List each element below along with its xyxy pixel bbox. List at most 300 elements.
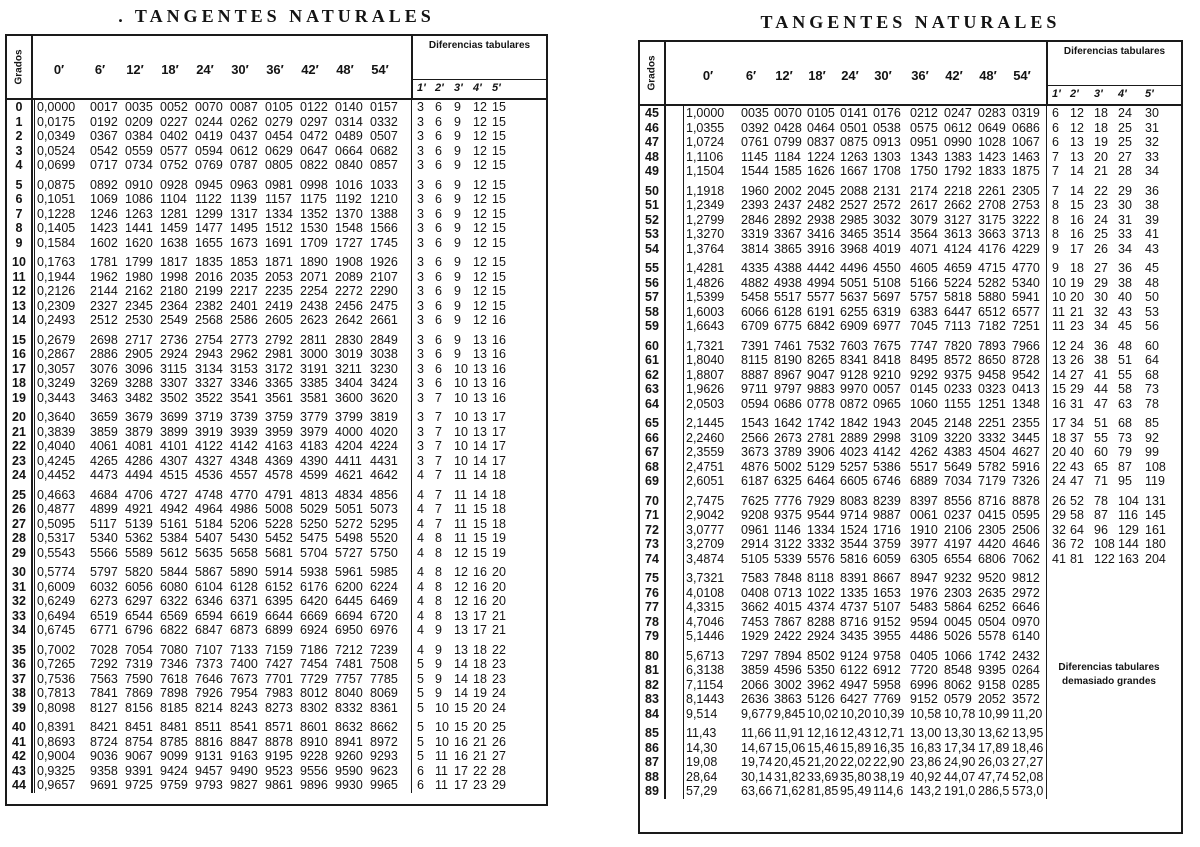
table-row	[7, 502, 546, 517]
diff-value: 3	[417, 453, 424, 468]
tangent-value: 8332	[335, 700, 363, 715]
tangent-value: 0314	[335, 114, 363, 129]
tangent-value: 1708	[873, 164, 901, 178]
diff-value: 33	[1145, 149, 1159, 164]
diff-value: 11	[435, 778, 448, 792]
tangent-value: 3699	[160, 410, 188, 424]
tangent-value: 0647	[300, 143, 328, 158]
tangent-value: 1792	[944, 164, 972, 178]
tangent-value: 5126	[807, 692, 835, 706]
diff-value: 12	[454, 579, 468, 594]
tangent-value: 9797	[774, 382, 802, 396]
tangent-value: 3220	[944, 430, 972, 445]
tangent-value: 2305	[978, 522, 1006, 537]
tangent-value: 7675	[873, 338, 901, 353]
tangent-value: 9,845	[774, 706, 806, 721]
diff-value: 3	[417, 284, 424, 298]
table-row	[7, 594, 546, 609]
tangent-value: 1210	[370, 192, 398, 206]
table-row	[7, 439, 546, 454]
diff-value: 41	[1052, 551, 1066, 566]
tangent-value: 1709	[300, 235, 328, 250]
diff-value: 72	[1070, 537, 1084, 551]
diff-value: 73	[1118, 430, 1132, 445]
degree-cell: 67	[645, 445, 659, 459]
diff-value: 17	[454, 778, 468, 792]
tangent-value: 3879	[125, 424, 153, 439]
tangent-value: 4550	[873, 261, 901, 275]
degree-cell: 8	[15, 221, 23, 235]
tangent-value: 191,0	[944, 784, 976, 798]
tangent-value: 8601	[300, 720, 328, 734]
tangent-value: 1655	[195, 235, 223, 250]
tangent-value: 4770	[230, 487, 258, 502]
diff-value: 43	[1118, 304, 1132, 319]
tangent-value: 5206	[230, 516, 258, 531]
diff-value: 15	[492, 221, 506, 235]
diff-value: 16	[492, 313, 506, 327]
tangent-value: 8724	[90, 734, 118, 749]
tangent-value: 15,46	[807, 740, 839, 755]
tangent-value: 8185	[160, 700, 188, 715]
tangent-value: 5224	[944, 275, 972, 290]
diff-value: 16	[473, 594, 487, 608]
tangent-value: 3572	[1012, 692, 1040, 706]
minute-header: 24′	[196, 62, 214, 77]
table-row	[7, 565, 546, 580]
degree-cell: 59	[645, 319, 659, 333]
table-row	[640, 397, 1181, 412]
tangent-value: 5458	[741, 290, 769, 304]
diff-value: 16	[1070, 227, 1084, 241]
table-header	[640, 42, 1181, 106]
tangent-value: 2661	[370, 313, 398, 327]
tangent-value: 5117	[90, 516, 117, 531]
tangent-value: 8967	[774, 367, 802, 382]
tangent-value: 2432	[1012, 648, 1040, 663]
diff-value: 10	[435, 734, 449, 749]
diff-value: 31	[1145, 120, 1159, 135]
tangent-value: 1146	[774, 522, 801, 537]
tangent-value: 7729	[300, 671, 328, 686]
tangent-value: 1620	[125, 235, 153, 250]
tangent-value: 12,43	[840, 726, 872, 740]
tangent-value: 3385	[300, 376, 328, 390]
table-row	[7, 313, 546, 328]
diff-value: 17	[473, 623, 487, 637]
grados-header	[640, 42, 666, 104]
tangent-value: 1184	[774, 149, 801, 164]
tangent-base-value: 1,3764	[686, 241, 725, 256]
tangent-value: 7532	[807, 338, 835, 353]
tangent-value: 4706	[125, 487, 153, 502]
diff-value: 13	[1070, 149, 1084, 164]
diff-value: 6	[435, 192, 442, 206]
tangent-value: 1263	[125, 206, 153, 221]
tangent-value: 4942	[160, 502, 188, 516]
tangent-value: 1642	[774, 416, 802, 430]
tangent-value: 0805	[265, 158, 293, 172]
tangent-value: 1263	[840, 149, 868, 164]
table-row	[7, 347, 546, 362]
diff-value: 12	[473, 158, 487, 172]
diff-value: 9	[454, 347, 461, 361]
tangent-value: 1543	[741, 416, 769, 430]
tangent-base-value: 1,5399	[686, 290, 725, 304]
tangent-value: 6140	[1012, 629, 1040, 643]
tangent-value: 6255	[840, 304, 868, 319]
tangent-base-value: 0,6249	[37, 594, 76, 608]
diff-value: 81	[1070, 551, 1084, 566]
diff-minute-header: 3′	[1094, 88, 1103, 100]
table-row	[640, 629, 1181, 644]
diff-value: 15	[473, 516, 487, 531]
table-row	[7, 735, 546, 750]
tangent-value: 5938	[300, 565, 328, 579]
tangent-base-value: 0,4877	[37, 502, 76, 516]
diff-value: 163	[1118, 551, 1139, 566]
tangent-value: 5430	[230, 531, 258, 545]
tangent-value: 1742	[978, 648, 1006, 663]
degree-cell: 82	[645, 677, 659, 692]
tangent-value: 33,69	[807, 769, 839, 784]
diff-value: 11	[1052, 319, 1065, 333]
degree-cell: 14	[12, 313, 26, 327]
degree-cell: 68	[645, 459, 659, 474]
diff-value: 13	[454, 623, 468, 637]
tangent-value: 21,20	[807, 755, 839, 769]
tangent-value: 4834	[335, 487, 363, 502]
tangent-value: 0227	[160, 114, 188, 129]
tangent-value: 5228	[265, 516, 293, 531]
tangent-value: 5941	[1012, 290, 1040, 304]
tangent-value: 7646	[195, 671, 223, 686]
tangent-value: 1069	[90, 192, 118, 206]
tangent-value: 7159	[265, 642, 293, 657]
tangent-base-value: 3,0777	[686, 522, 725, 537]
tangent-value: 3332	[978, 430, 1006, 445]
diff-value: 20	[473, 700, 487, 715]
tangent-value: 6720	[370, 608, 398, 623]
degree-cell: 27	[12, 516, 26, 531]
diff-value: 16	[492, 332, 506, 347]
diff-value: 8	[1052, 227, 1059, 241]
diff-value: 38	[1094, 353, 1108, 367]
diff-value: 20	[492, 579, 506, 594]
tangent-base-value: 0,6745	[37, 623, 76, 637]
diff-value: 24	[1118, 106, 1132, 120]
degree-cell: 4	[15, 158, 23, 172]
tangent-value: 5890	[230, 565, 258, 579]
tangent-value: 6977	[873, 319, 901, 333]
row-group	[640, 571, 1181, 644]
diff-value: 12	[473, 143, 487, 158]
diff-value: 30	[1118, 198, 1132, 212]
tangent-value: 0264	[1012, 663, 1040, 677]
tangent-value: 7926	[195, 686, 223, 700]
diff-value: 31	[1070, 396, 1084, 411]
diff-value: 19	[1094, 135, 1108, 149]
tangent-value: 3327	[195, 376, 223, 390]
tangent-value: 3332	[807, 537, 835, 551]
diff-value: 13	[473, 376, 487, 390]
diff-value: 9	[454, 192, 461, 206]
degree-cell: 42	[12, 749, 26, 763]
tangent-value: 0686	[774, 396, 802, 411]
tangent-value: 1799	[125, 255, 153, 269]
tangent-value: 40,92	[910, 769, 942, 784]
tangent-value: 4348	[230, 453, 258, 468]
tangent-value: 1246	[90, 206, 118, 221]
tangent-value: 3269	[90, 376, 118, 390]
tangent-value: 4646	[1012, 537, 1040, 551]
degree-cell: 2	[15, 129, 23, 143]
degree-cell: 78	[645, 614, 659, 629]
tangent-base-value: 9,514	[686, 706, 718, 721]
diff-value: 11	[454, 487, 467, 502]
tangent-value: 2892	[774, 212, 802, 227]
tangent-value: 0538	[873, 120, 901, 135]
tangent-value: 3211	[335, 361, 362, 376]
tangent-value: 8887	[741, 367, 769, 382]
degree-cell: 25	[12, 487, 26, 502]
tangent-value: 6066	[741, 304, 769, 319]
diff-value: 15	[473, 545, 487, 560]
diff-value: 48	[1118, 338, 1132, 353]
tangent-value: 44,07	[944, 769, 976, 784]
table-row	[7, 425, 546, 440]
tangent-value: 3916	[807, 241, 835, 256]
degree-cell: 55	[645, 261, 659, 275]
diff-value: 10	[1052, 290, 1066, 304]
tangent-base-value: 1,9626	[686, 382, 725, 396]
tangent-value: 4791	[265, 487, 293, 502]
diff-value: 6	[435, 298, 442, 313]
tangent-value: 3819	[370, 410, 398, 424]
tangent-value: 1976	[910, 585, 938, 600]
tangent-value: 9758	[873, 648, 901, 663]
diff-value: 63	[1118, 396, 1132, 411]
diff-value: 5	[417, 671, 424, 686]
degree-cell: 33	[12, 608, 26, 623]
diff-value: 9	[454, 269, 461, 284]
tangent-value: 1224	[807, 149, 835, 164]
tangent-base-value: 1,2799	[686, 212, 725, 227]
tangent-value: 2635	[978, 585, 1006, 600]
degree-cell: 1	[15, 114, 23, 129]
tangent-value: 8190	[774, 353, 802, 367]
tangent-value: 8716	[840, 614, 868, 629]
tangent-value: 7757	[335, 671, 363, 686]
tangent-value: 81,85	[807, 784, 839, 798]
tangent-value: 9883	[807, 382, 835, 396]
tangent-value: 8481	[160, 720, 188, 734]
degree-cell: 73	[645, 537, 659, 551]
tangent-value: 2482	[807, 198, 835, 212]
tangent-value: 5161	[160, 516, 188, 531]
tangent-value: 0319	[1012, 106, 1040, 120]
degree-cell: 56	[645, 275, 659, 290]
tangent-value: 5649	[944, 459, 972, 474]
tangent-value: 3713	[1012, 227, 1040, 241]
tangent-base-value: 57,29	[686, 784, 718, 798]
diff-value: 21	[473, 734, 487, 749]
tangent-value: 2708	[978, 198, 1006, 212]
diff-value: 7	[435, 468, 442, 482]
diff-value: 23	[492, 671, 506, 686]
tangent-value: 6669	[300, 608, 328, 623]
tangent-value: 6224	[370, 579, 398, 594]
tangent-value: 1157	[265, 192, 292, 206]
tangent-value: 0192	[90, 114, 118, 129]
tangent-value: 3502	[160, 390, 188, 405]
tangent-value: 8548	[944, 663, 972, 677]
degree-cell: 49	[645, 164, 659, 178]
diff-value: 45	[1118, 319, 1132, 333]
tangent-value: 0419	[195, 129, 223, 143]
tangent-value: 1727	[335, 235, 363, 250]
diff-value: 12	[473, 313, 487, 327]
row-group	[640, 106, 1181, 179]
tangent-value: 1251	[978, 396, 1006, 411]
tangent-value: 7212	[335, 642, 363, 657]
tangent-value: 2217	[230, 284, 258, 298]
tangent-base-value: 0,1584	[37, 235, 76, 250]
diff-value: 3	[417, 177, 424, 192]
diff-value: 78	[1094, 493, 1108, 508]
tangent-value: 7292	[90, 657, 118, 671]
tangent-value: 3019	[335, 347, 363, 361]
tangent-value: 4383	[944, 445, 972, 459]
tangent-value: 4335	[741, 261, 769, 275]
table-row	[640, 445, 1181, 460]
diff-minute-header: 2′	[1070, 88, 1079, 100]
tangent-value: 8421	[90, 720, 118, 734]
tangent-value: 5483	[910, 600, 938, 614]
table-row	[640, 474, 1181, 489]
tangent-value: 1673	[230, 235, 258, 250]
tangent-value: 6822	[160, 623, 188, 637]
tangent-value: 0140	[335, 100, 363, 114]
diff-value: 12	[473, 100, 487, 114]
tangent-value: 6554	[944, 551, 972, 566]
tangent-value: 16,35	[873, 740, 905, 755]
tangent-value: 4947	[840, 677, 868, 692]
tangent-value: 7326	[1012, 474, 1040, 488]
degree-cell: 48	[645, 149, 659, 164]
tangent-value: 2924	[160, 347, 188, 361]
diff-value: 19	[492, 531, 506, 545]
diff-value: 15	[492, 298, 506, 313]
diff-value: 122	[1094, 551, 1115, 566]
row-group	[7, 410, 546, 483]
tangent-value: 63,66	[741, 784, 773, 798]
tangent-value: 5880	[978, 290, 1006, 304]
diff-value: 44	[1094, 382, 1108, 396]
tangent-value: 8667	[873, 571, 901, 585]
tangent-base-value: 8,1443	[686, 692, 725, 706]
tangent-value: 0857	[370, 158, 398, 172]
diff-value: 68	[1145, 367, 1159, 382]
tangent-value: 4183	[300, 439, 328, 453]
diferencias-header	[1046, 42, 1181, 104]
table-row	[7, 255, 546, 270]
diff-value: 17	[492, 453, 506, 468]
tangent-value: 26,03	[978, 755, 1010, 769]
diff-value: 18	[492, 502, 506, 516]
tangent-base-value: 1,6003	[686, 304, 725, 319]
diff-value: 10	[454, 390, 468, 405]
tangent-value: 0649	[978, 120, 1006, 135]
tangent-value: 0612	[944, 120, 972, 135]
tangent-value: 9293	[370, 749, 398, 763]
degree-cell: 43	[12, 763, 26, 778]
table-row	[7, 158, 546, 173]
degree-cell: 30	[12, 565, 26, 579]
degree-cell: 39	[12, 700, 26, 715]
table-row	[640, 198, 1181, 213]
tangent-base-value: 28,64	[686, 769, 718, 784]
tangent-value: 0105	[807, 106, 835, 120]
diff-value: 5	[417, 686, 424, 700]
tangent-value: 5051	[335, 502, 363, 516]
tangent-value: 8265	[807, 353, 835, 367]
tangent-value: 0717	[90, 158, 118, 172]
table-row	[7, 686, 546, 701]
tangent-value: 2199	[195, 284, 223, 298]
tangent-value: 1716	[873, 522, 901, 537]
degree-cell: 20	[12, 410, 26, 424]
tangent-value: 6771	[90, 623, 118, 637]
tangent-value: 1548	[335, 221, 363, 235]
degree-cell: 18	[12, 376, 26, 390]
tangent-value: 0981	[265, 177, 293, 192]
diff-value: 26	[1094, 241, 1108, 256]
table-row	[640, 431, 1181, 446]
tangent-value: 0542	[90, 143, 118, 158]
tangent-value: 286,5	[978, 784, 1010, 798]
tangent-value: 3416	[807, 227, 835, 241]
degree-cell: 88	[645, 769, 659, 784]
tangent-base-value: 14,30	[686, 740, 718, 755]
tangent-value: 1750	[910, 164, 938, 178]
tangent-table	[638, 40, 1183, 834]
diff-value: 15	[492, 206, 506, 221]
tangent-value: 0061	[910, 508, 938, 522]
diff-value: 9	[454, 313, 461, 327]
tangent-value: 3919	[195, 424, 223, 439]
diff-value: 13	[473, 390, 487, 405]
tangent-value: 6252	[978, 600, 1006, 614]
degree-cell: 32	[12, 594, 26, 608]
diff-value: 50	[1145, 290, 1159, 304]
degree-cell: 87	[645, 755, 659, 769]
tangent-value: 7454	[300, 657, 328, 671]
tangent-base-value: 0,6494	[37, 608, 76, 623]
tangent-value: 1343	[910, 149, 938, 164]
tangent-value: 2475	[370, 298, 398, 313]
tangent-value: 6796	[125, 623, 153, 637]
table-row	[7, 115, 546, 130]
diff-value: 9	[454, 100, 461, 114]
diff-value: 15	[492, 143, 506, 158]
tangent-value: 7618	[160, 671, 188, 686]
tangent-value: 0787	[230, 158, 258, 172]
diff-value: 18	[1052, 430, 1066, 445]
tangent-value: 6420	[300, 594, 328, 608]
tangent-value: 7319	[125, 657, 153, 671]
tangent-value: 5864	[944, 600, 972, 614]
